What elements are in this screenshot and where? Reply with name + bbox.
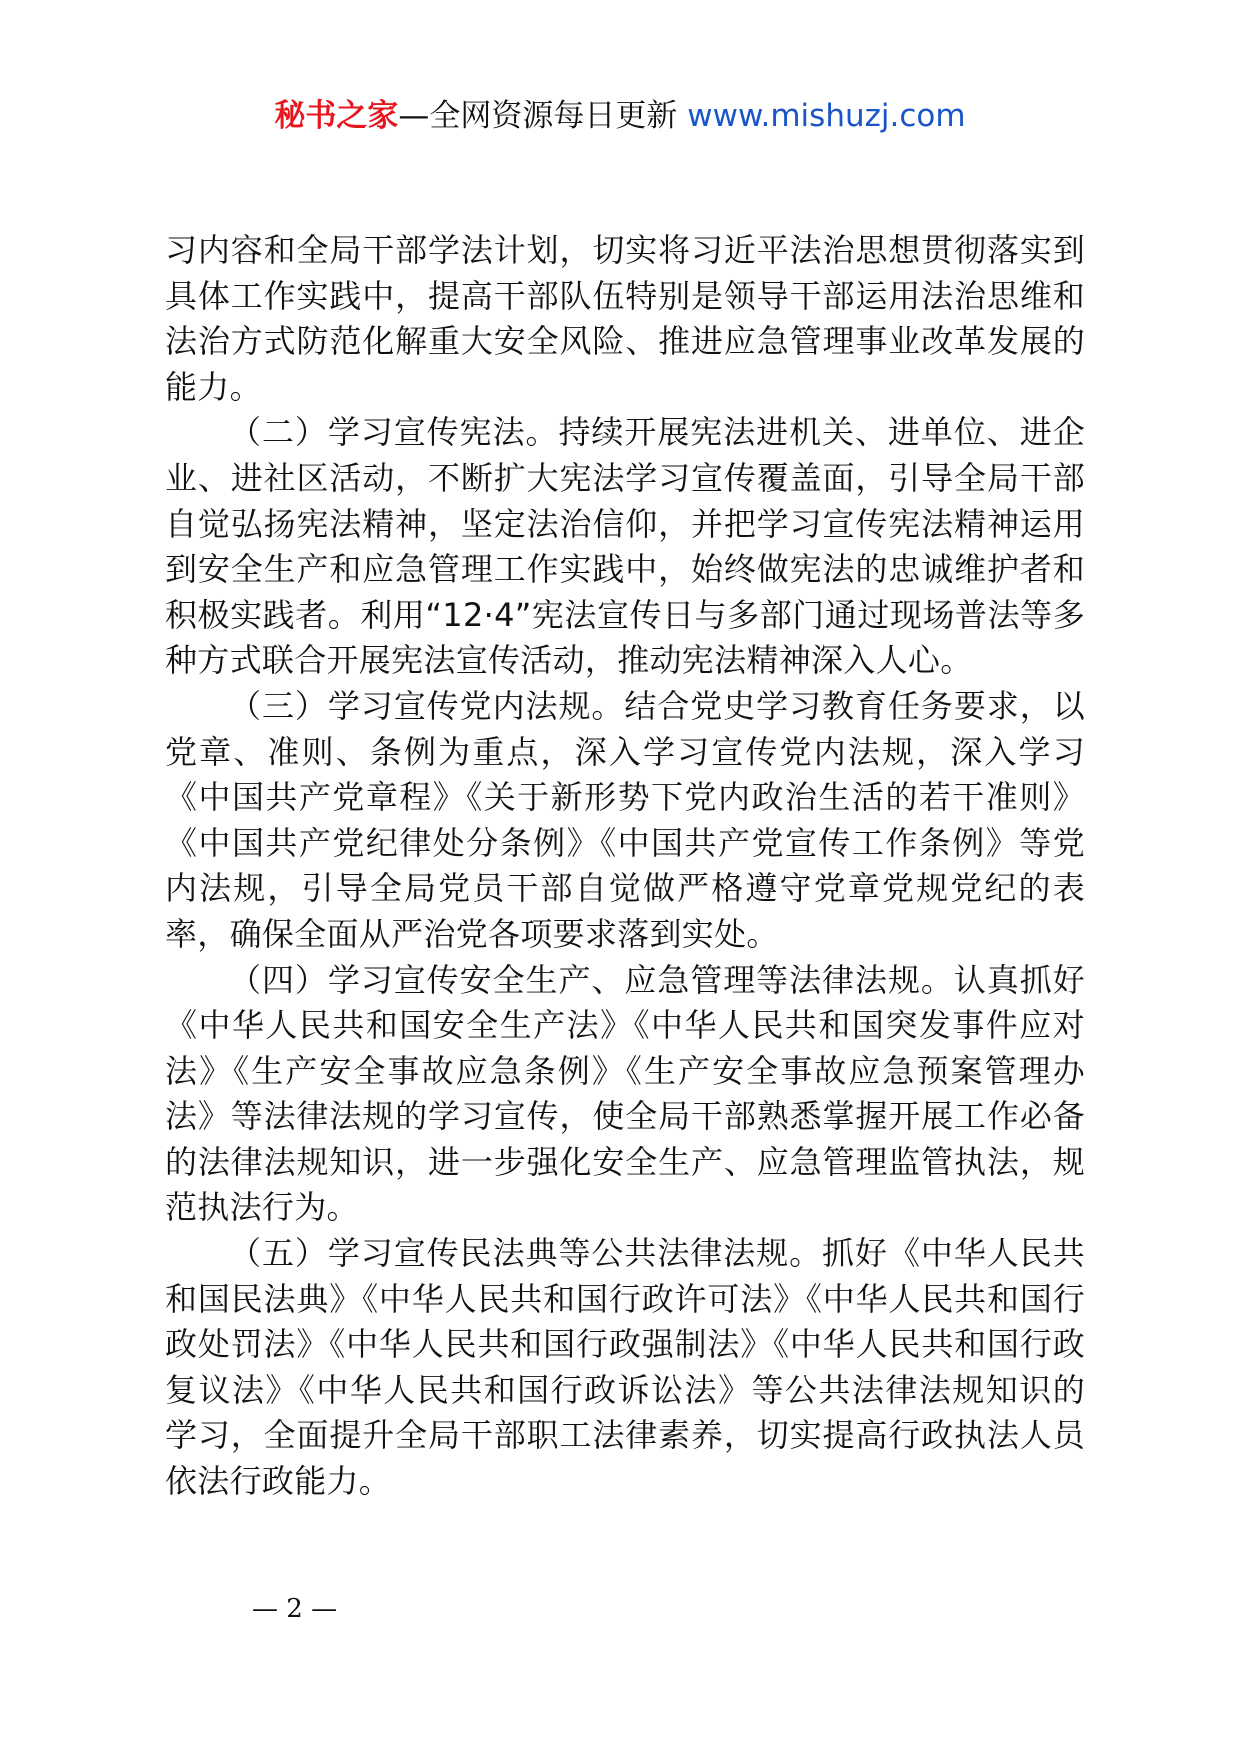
brand-name: 秘书之家 [274, 98, 399, 134]
paragraph-section-3: （三）学习宣传党内法规。结合党史学习教育任务要求，以党章、准则、条例为重点，深入学习宣传党内法规，深入学习《中国共产党章程》《关于新形势下党内政治生活的若干准则》《中国共产党纪律处分条例》《中国共产党宣传工作条例》等党内法规，引导全局党员干部自觉做严格遵守党章党规党纪的表率，确保全面从严治党各项要求落到实处。 [165, 686, 1085, 953]
document-body [165, 228, 1085, 1505]
page-number: — 2 — [252, 1594, 338, 1624]
paragraph-section-2: （二）学习宣传宪法。持续开展宪法进机关、进单位、进企业、进社区活动，不断扩大宪法学习宣传覆盖面，引导全局干部自觉弘扬宪法精神，坚定法治信仰，并把学习宣传宪法精神运用到安全生产和应急管理工作实践中，始终做宪法的忠诚维护者和积极实践者。利用“12·4”宪法宣传日与多部门通过现场普法等多种方式联合开展宪法宣传活动，推动宪法精神深入人心。 [165, 413, 1085, 680]
paragraph-continuation: 习内容和全局干部学法计划，切实将习近平法治思想贯彻落实到具体工作实践中，提高干部队伍特别是领导干部运用法治思维和法治方式防范化解重大安全风险、推进应急管理事业改革发展的能力。 [165, 231, 1085, 406]
paragraph-section-4: （四）学习宣传安全生产、应急管理等法律法规。认真抓好《中华人民共和国安全生产法》《中华人民共和国突发事件应对法》《生产安全事故应急条例》《生产安全事故应急预案管理办法》等法律法规的学习宣传，使全局干部熟悉掌握开展工作必备的法律法规知识，进一步强化安全生产、应急管理监管执法，规范执法行为。 [165, 960, 1085, 1227]
site-url-link[interactable]: www.mishuzj.com [687, 98, 966, 134]
header-tagline: —全网资源每日更新 [398, 98, 688, 134]
site-header [0, 96, 1240, 136]
paragraph-section-5: （五）学习宣传民法典等公共法律法规。抓好《中华人民共和国民法典》《中华人民共和国行政许可法》《中华人民共和国行政处罚法》《中华人民共和国行政强制法》《中华人民共和国行政复议法》《中华人民共和国行政诉讼法》等公共法律法规知识的学习，全面提升全局干部职工法律素养，切实提高行政执法人员依法行政能力。 [165, 1234, 1085, 1501]
